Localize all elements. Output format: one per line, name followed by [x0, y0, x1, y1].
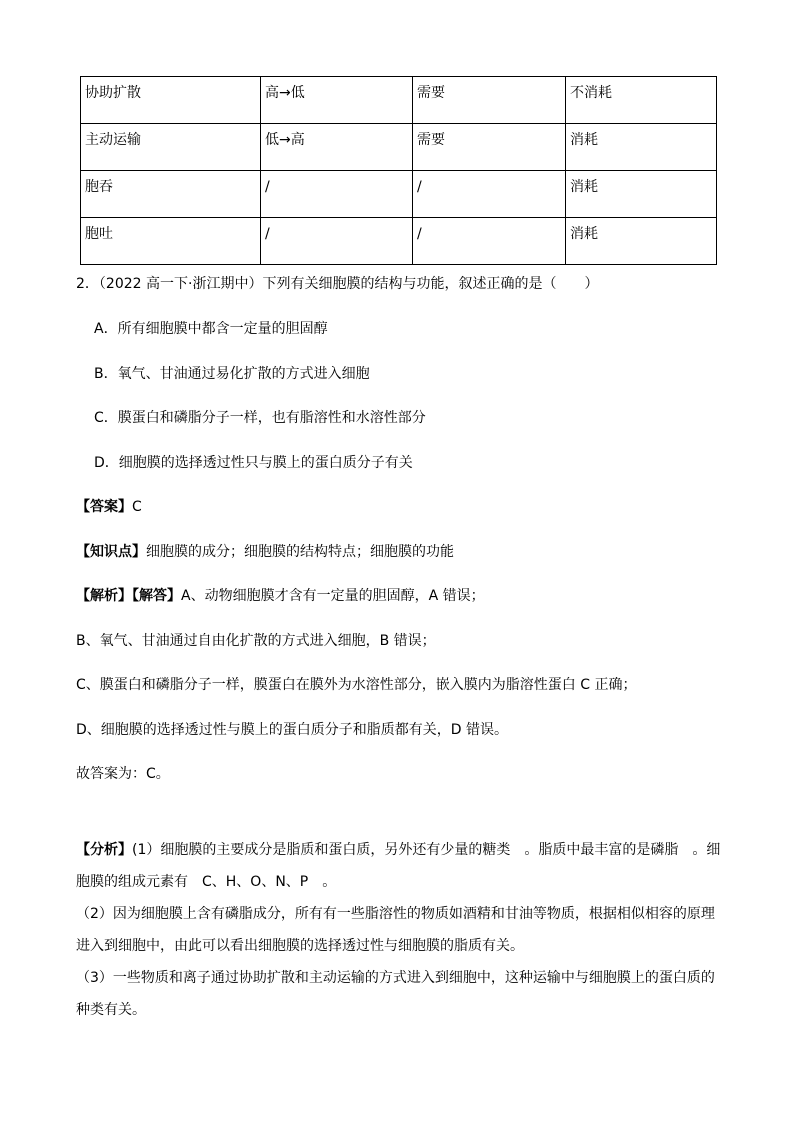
analysis-text: A、动物细胞膜才含有一定量的胆固醇，A 错误；	[181, 588, 485, 604]
table-cell	[566, 171, 717, 218]
table-cell	[566, 124, 717, 171]
cell-text: /	[265, 179, 270, 195]
analysis-line-d: D、细胞膜的选择透过性与膜上的蛋白质分子和脂质都有关，D 错误。	[76, 722, 509, 738]
analysis-line-b: B、氧气、甘油通过自由化扩散的方式进入细胞，B 错误；	[76, 633, 436, 649]
table-row	[81, 77, 717, 124]
table-cell	[413, 171, 566, 218]
discussion-paragraph-1	[76, 834, 726, 898]
analysis-label: 【解析】【解答】	[76, 588, 181, 604]
table-cell	[81, 77, 261, 124]
analysis-conclusion: 故答案为：C。	[76, 766, 170, 782]
table-cell	[261, 171, 413, 218]
analysis-line-a	[76, 587, 485, 605]
table-cell	[566, 77, 717, 124]
question-stem	[76, 275, 598, 293]
cell-text: /	[417, 179, 422, 195]
table-cell	[566, 218, 717, 265]
option-a: A．所有细胞膜中都含一定量的胆固醇	[94, 321, 328, 337]
table-row	[81, 124, 717, 171]
cell-text: 协助扩散	[85, 85, 141, 101]
table-cell	[261, 124, 413, 171]
cell-text: 胞吞	[85, 179, 113, 195]
cell-text: 胞吐	[85, 226, 113, 242]
table-cell	[81, 218, 261, 265]
table-cell	[81, 171, 261, 218]
answer-label: 【答案】	[76, 499, 132, 515]
cell-text: 低→高	[265, 132, 305, 148]
table-cell	[413, 218, 566, 265]
cell-text: 需要	[417, 85, 445, 101]
analysis-line-c: C、膜蛋白和磷脂分子一样，膜蛋白在膜外为水溶性部分，嵌入膜内为脂溶性蛋白 C 正确；	[76, 677, 637, 693]
table-cell	[261, 218, 413, 265]
discussion-label: 【分析】	[76, 842, 132, 858]
cell-text: 消耗	[570, 132, 598, 148]
option-b: B．氧气、甘油通过易化扩散的方式进入细胞	[94, 366, 370, 382]
discussion-paragraph-3: （3）一些物质和离子通过协助扩散和主动运输的方式进入到细胞中，这种运输中与细胞膜上的蛋白质的种类有关。	[76, 970, 715, 1018]
discussion-text-1: (1）细胞膜的主要成分是脂质和蛋白质，另外还有少量的糖类 。脂质中最丰富的是磷脂 。细胞膜的组成元素有 C、H、O、N、P 。	[76, 842, 721, 890]
question-source: （2022 高一下·浙江期中）	[98, 276, 263, 292]
option-d: D．细胞膜的选择透过性只与膜上的蛋白质分子有关	[94, 455, 413, 471]
option-c: C．膜蛋白和磷脂分子一样，也有脂溶性和水溶性部分	[94, 410, 426, 426]
table-cell	[261, 77, 413, 124]
answer-value: C	[132, 499, 142, 515]
cell-text: 需要	[417, 132, 445, 148]
question-number: 2．	[76, 276, 99, 292]
answer-line	[76, 498, 142, 516]
cell-text: /	[417, 226, 422, 242]
cell-text: 不消耗	[570, 85, 612, 101]
knowledge-value: 细胞膜的成分；细胞膜的结构特点；细胞膜的功能	[146, 544, 454, 560]
cell-text: 消耗	[570, 226, 598, 242]
table-cell	[413, 77, 566, 124]
cell-text: /	[265, 226, 270, 242]
knowledge-label: 【知识点】	[76, 544, 146, 560]
question-text: 下列有关细胞膜的结构与功能，叙述正确的是（ ）	[262, 276, 599, 292]
discussion-paragraph-2: （2）因为细胞膜上含有磷脂成分，所有有一些脂溶性的物质如酒精和甘油等物质，根据相似相容的原理进入到细胞中，由此可以看出细胞膜的选择透过性与细胞膜的脂质有关。	[76, 906, 715, 954]
knowledge-line	[76, 543, 454, 561]
table-cell	[413, 124, 566, 171]
cell-text: 消耗	[570, 179, 598, 195]
cell-text: 主动运输	[85, 132, 141, 148]
table-row	[81, 218, 717, 265]
table-cell	[81, 124, 261, 171]
cell-text: 高→低	[265, 85, 305, 101]
table-row	[81, 171, 717, 218]
transport-mode-table	[80, 76, 717, 265]
